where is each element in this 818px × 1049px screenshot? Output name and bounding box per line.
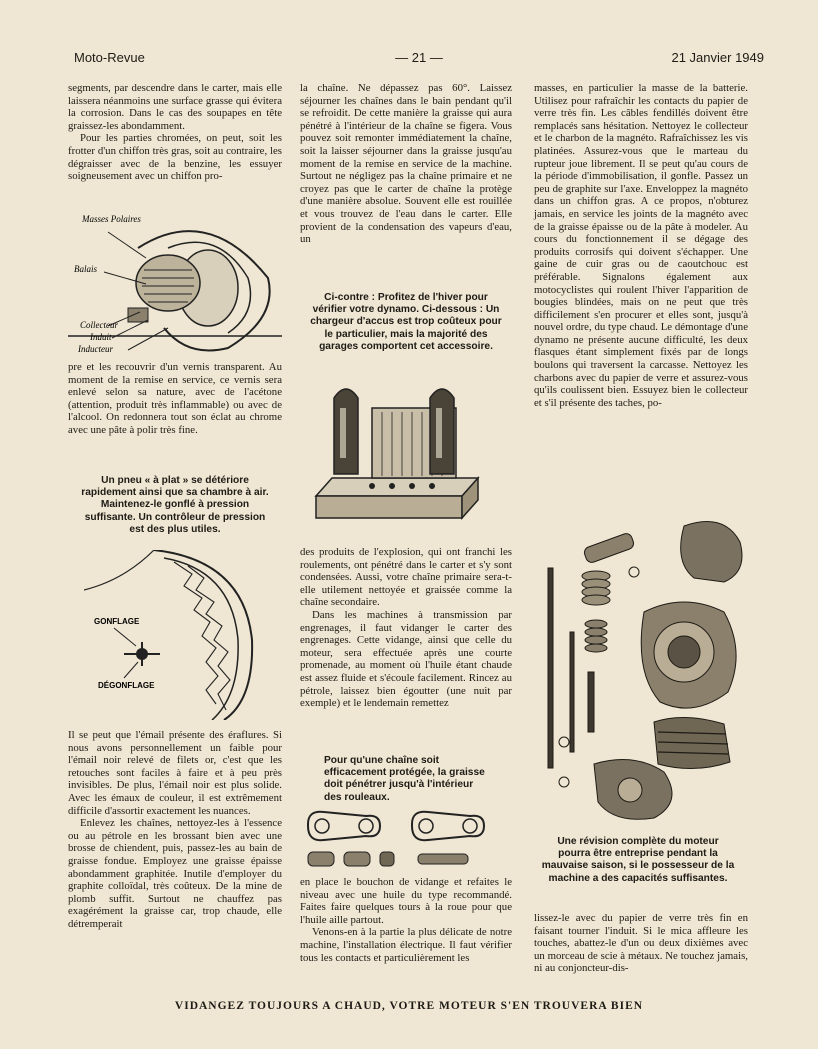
paragraph: Il se peut que l'émail présente des éraflures. Si nous avons personnellement un faible pour l'émail noir relevé de filets or, c'est que les retouches sont faciles à faire et à peu près invisibles. De plus, l'émail noir est plus solide. Avec les émaux de couleur, il est extrêmement difficile d'assortir exactement les nuances. — [68, 729, 282, 817]
paragraph: Pour les parties chromées, on peut, soit les frotter d'un chiffon très gras, soit au contraire, les dégraisser avec de la benzine, les essuyer soigneusement avec un chiffon pro- — [68, 132, 282, 183]
label-gonflage: GONFLAGE — [94, 617, 140, 626]
footer-banner: VIDANGEZ TOUJOURS A CHAUD, VOTRE MOTEUR S'EN TROUVERA BIEN — [174, 1000, 644, 1012]
paragraph: en place le bouchon de vidange et refaites le niveau avec une huile du type recommandé. Faites faire quelques tours à la roue pour que l'huile aille partout. — [300, 876, 512, 926]
paragraph: Venons-en à la partie la plus délicate de notre machine, l'installation électrique. Il faut vérifier tous les contacts et particulièrement les — [300, 926, 512, 964]
dynamo-illustration — [68, 208, 282, 360]
dynamo-charger-caption: Ci-contre : Profitez de l'hiver pour vérifier votre dynamo. Ci-dessous : Un chargeur d'accus est trop coûteux pour le particulier, mais la majorité des garages comportent cet accessoire. — [310, 292, 502, 352]
column-3-top — [534, 82, 748, 409]
column-2-top — [300, 82, 512, 246]
paragraph: Enlevez les chaînes, nettoyez-les à l'essence ou au pétrole en les brossant bien avec une brosse de chiendent, puis, passez-les au bain de graisse fondue. Employez une graisse épaisse abondamment graphitée. Inutile d'employer du graphite colloïdal, très coûteux. De la mine de plomb suffit. Surtout ne chauffez pas exagérément la graisse car, trop chaude, elle détremperait — [68, 817, 282, 930]
label-degonflage: DÉGONFLAGE — [98, 681, 155, 690]
tyre-caption: Un pneu « à plat » se détériore rapidement ainsi que sa chambre à air. Maintenez-le gonflé à pression suffisante. Un contrôleur de pression est des plus utiles. — [81, 475, 269, 535]
paragraph: Dans les machines à transmission par engrenages, il faut vidanger le carter des engrenages. Cette vidange, ainsi que celle du moteur, sera effectuée après une courte promenade, au moment où l'huile étant chaude est assez fluide et s'écoule facilement. Rincez au pétrole, laissez bien égoutter (une nuit par exemple) et le lendemain remettez — [300, 608, 512, 710]
chain-caption: Pour qu'une chaîne soit efficacement protégée, la graisse doit pénétrer jusqu'à l'intérieur des rouleaux. — [324, 755, 485, 803]
page-number: — 21 — — [395, 50, 443, 65]
tyre-illustration — [84, 550, 264, 720]
engine-caption: Une révision complète du moteur pourra être entreprise pendant la mauvaise saison, si le possesseur de la machine a des capacités suffisantes. — [541, 836, 735, 884]
chain-links-illustration — [300, 806, 500, 872]
label-masses: Masses Polaires — [82, 214, 141, 224]
engine-parts-illustration — [534, 512, 754, 830]
column-2-mid — [300, 546, 512, 710]
column-2-bottom — [300, 876, 512, 964]
label-balais: Balais — [74, 264, 98, 274]
column-1-mid — [68, 361, 282, 437]
column-1-bottom — [68, 729, 282, 931]
label-collecteur: Collecteur — [80, 320, 118, 330]
paragraph: masses, en particulier la masse de la batterie. Utilisez pour rafraîchir les contacts du papier de verre très fin. Les câbles fendillés doivent être remplacés sans hésitation. Nettoyez le collecteur et le charbon de la magnéto. Rafraîchissez les vis platinées. Assurez-vous que le marteau du rupteur joue librement. Il se peut qu'au cours de la période d'immobilisation, il gonfle. Passez un peu de graphite sur l'axe. Enveloppez la magnéto dans un chiffon gras. A ce propos, n'obturez jamais, en service les joints de la magnéto avec de la graisse épaisse ou de la pâte à modeler. Au cours du fonctionnement il se dégage des produits corrosifs qui doivent s'échapper. Une gaine de cuir gras ou de caoutchouc est préférable. Signalons également aux motocyclistes qui roulent l'hiver l'apparition de bougies blindées, mais on ne peut que très difficilement s'en procurer et elles sont, jusqu'à nouvel ordre, du type chaud. Le démontage d'une dynamo ne présente aucune difficulté, les deux flasques étant simplement fixés par de longs boulons qui traversent la carcasse. Nettoyez les charbons avec du papier de verre et assurez-vous qu'ils coulissent bien. Essuyez bien le collecteur et s'il présente des taches, po- — [534, 82, 748, 409]
battery-charger-illustration — [312, 378, 482, 530]
paragraph: pre et les recouvrir d'un vernis transparent. Au moment de la remise en service, ce vernis sera enlevé selon sa nature, avec de l'acétone (attention, produit très inflammable) ou avec de l'alcool. On redonnera tout son éclat au chrome avec une pâte à polir très fine. — [68, 361, 282, 436]
paragraph: des produits de l'explosion, qui ont franchi les roulements, ont pénétré dans le carter et s'y sont condensées. Aussi, votre chaîne primaire sera-t-elle utilement nettoyée et graissée comme la chaîne secondaire. — [300, 546, 512, 609]
paragraph: lissez-le avec du papier de verre très fin en faisant tourner l'induit. Si le mica affleure les touches, abattez-le d'un ou deux dixièmes avec un morceau de scie à métaux. Ne touchez jamais, ni au conjoncteur-dis- — [534, 912, 748, 975]
page-header — [74, 50, 764, 68]
label-induit: Induit — [90, 332, 112, 342]
issue-date: 21 Janvier 1949 — [671, 50, 764, 65]
magazine-title: Moto-Revue — [74, 50, 145, 65]
paragraph: segments, par descendre dans le carter, mais elle laissera néanmoins une surface grasse qui évitera la corrosion. Dans le cas des soupapes en tête graissez-les abondamment. — [68, 82, 282, 132]
column-1-top — [68, 82, 282, 183]
paragraph: la chaîne. Ne dépassez pas 60°. Laissez séjourner les chaînes dans le bain pendant qu'il se refroidit. De cette manière la graisse qui aura pénétré à l'intérieur de la chaîne se figera. Vous pouvez soit remonter immédiatement la chaîne, soit la laisser séjourner dans la graisse jusqu'au moment de la remise en service de la machine. Surtout ne négligez pas la chaîne primaire et ne croyez pas que le carter de chaîne la protège d'une manière absolue. Souvent elle est rouillée et vous trouvez de l'eau dans le carter. Elle provient de la condensation des vapeurs d'eau, un — [300, 82, 512, 246]
column-3-bottom — [534, 912, 748, 975]
label-inducteur: Inducteur — [78, 344, 113, 354]
